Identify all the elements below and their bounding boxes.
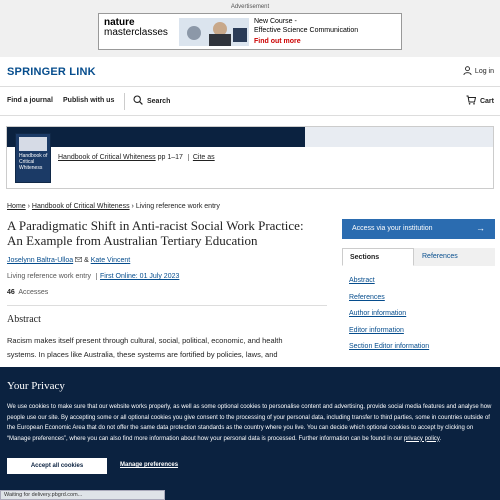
ad-image (179, 18, 249, 46)
accept-all-cookies-button[interactable]: Accept all cookies (7, 458, 107, 474)
email-icon[interactable] (75, 257, 84, 264)
search-icon (133, 95, 143, 107)
cite-as-link[interactable]: Cite as (192, 154, 215, 161)
author-link[interactable]: Kate Vincent (90, 257, 131, 264)
article-meta (7, 273, 179, 280)
search-button[interactable] (133, 95, 170, 107)
author-separator: & (84, 257, 89, 264)
book-info (58, 154, 215, 161)
book-pages: pp 1–17 (157, 154, 183, 161)
arrow-right-icon: → (476, 223, 485, 233)
search-label: Search (147, 97, 171, 105)
divider (7, 305, 327, 306)
abstract-heading: Abstract (7, 314, 41, 325)
accesses-label: Accesses (18, 289, 49, 296)
login-label: Log in (474, 68, 494, 75)
author-list (7, 257, 130, 264)
sections-list (349, 273, 429, 356)
ad-brand-line1: nature (104, 17, 135, 28)
sidebar-tabs (342, 248, 495, 266)
chevron-right-icon: › (27, 203, 32, 210)
ad-headline1: New Course - (254, 18, 297, 25)
browser-status-bar: Waiting for delivery.pbgrd.com... (0, 490, 165, 500)
ad-brand-line2: masterclasses (104, 27, 168, 38)
book-banner-stripe (7, 127, 305, 147)
find-journal-link[interactable]: Find a journal (7, 97, 53, 104)
ad-label: Advertisement (230, 4, 270, 10)
breadcrumb (7, 203, 220, 210)
main-nav (0, 87, 500, 116)
book-cover-title: Handbook of Critical Whiteness (19, 153, 48, 171)
privacy-text: We use cookies to make sure that our website works properly, as well as some optional cookies to personalise content and advertising, provide social media features and analyse how people use our site. By accepting some or all optional cookies you give consent to the processing of your personal data, including transfer to third parties, some in countries outside of the European Economic Area that do not offer the same data protection standards as the country where you live. You can decide which optional cookies to accept by clicking on “Manage preferences”, where you can also find more information about how your personal data is processed. Further information can be found in our privacy policy. (7, 404, 492, 442)
accesses-metric[interactable] (7, 289, 48, 296)
cart-button[interactable] (466, 95, 494, 107)
cart-label: Cart (479, 97, 494, 105)
abstract-text: Racism makes itself present through cultural, social, political, economic, and health systems. In places like Australia, these systems are fortified by policies, laws, and (7, 336, 283, 359)
access-button-label: Access via your institution (352, 225, 433, 232)
privacy-heading: Your Privacy (7, 380, 65, 392)
publish-link[interactable]: Publish with us (63, 97, 115, 104)
section-link-editor-info[interactable]: Editor information (349, 326, 404, 334)
breadcrumb-book[interactable]: Handbook of Critical Whiteness (31, 203, 130, 210)
manage-preferences-button[interactable]: Manage preferences (120, 462, 179, 468)
section-link-section-editor-info[interactable]: Section Editor information (349, 343, 430, 350)
advertisement-bar (0, 0, 500, 57)
ad-banner[interactable] (98, 13, 402, 50)
book-cover-image[interactable] (15, 133, 51, 183)
tab-sections[interactable]: Sections (342, 248, 414, 266)
content-type: Living reference work entry (7, 273, 92, 280)
cart-icon (466, 95, 476, 107)
login-button[interactable] (463, 66, 494, 77)
book-banner (6, 126, 494, 189)
book-banner-stripe-light (305, 127, 494, 147)
user-icon (463, 66, 472, 77)
section-link-author-info[interactable]: Author information (349, 310, 407, 317)
tab-references[interactable]: References (414, 248, 495, 266)
book-title-link[interactable]: Handbook of Critical Whiteness (58, 154, 156, 161)
accesses-count: 46 (7, 289, 15, 296)
privacy-policy-link[interactable]: privacy policy (403, 435, 440, 442)
site-header (0, 57, 500, 87)
chevron-right-icon: › (131, 203, 136, 210)
section-link-references[interactable]: References (349, 293, 385, 301)
ad-headline2: Effective Science Communication (254, 27, 359, 34)
springer-link-logo[interactable]: SPRINGER LINK (7, 66, 96, 78)
ad-cta-link[interactable]: Find out more (254, 38, 301, 45)
nav-divider (124, 93, 125, 110)
section-link-abstract[interactable]: Abstract (349, 277, 375, 284)
privacy-banner (0, 367, 500, 500)
breadcrumb-home[interactable]: Home (7, 203, 26, 210)
privacy-body: We use cookies to make sure that our website works properly, as well as some optional cookies to personalise content and advertising, provide social media features and analyse how people use our site. By accepting some or all optional cookies you give consent to the processing of your personal data, including transfer to third parties, some in countries outside of the European Economic Area that do not offer the same data protection standards as the country where you live. You can decide which optional cookies to accept by clicking on “Manage preferences”, where you can also find more information about how your personal data is processed. Further information can be found in our (7, 404, 492, 442)
author-link[interactable]: Joselynn Baltra-Ulloa (7, 257, 74, 264)
access-institution-button[interactable] (342, 219, 495, 239)
breadcrumb-current: Living reference work entry (135, 203, 220, 210)
article-title: A Paradigmatic Shift in Anti-racist Social Work Practice: An Example from Australian Tertiary Education (7, 218, 304, 248)
first-online-link[interactable]: First Online: 01 July 2023 (100, 273, 180, 280)
